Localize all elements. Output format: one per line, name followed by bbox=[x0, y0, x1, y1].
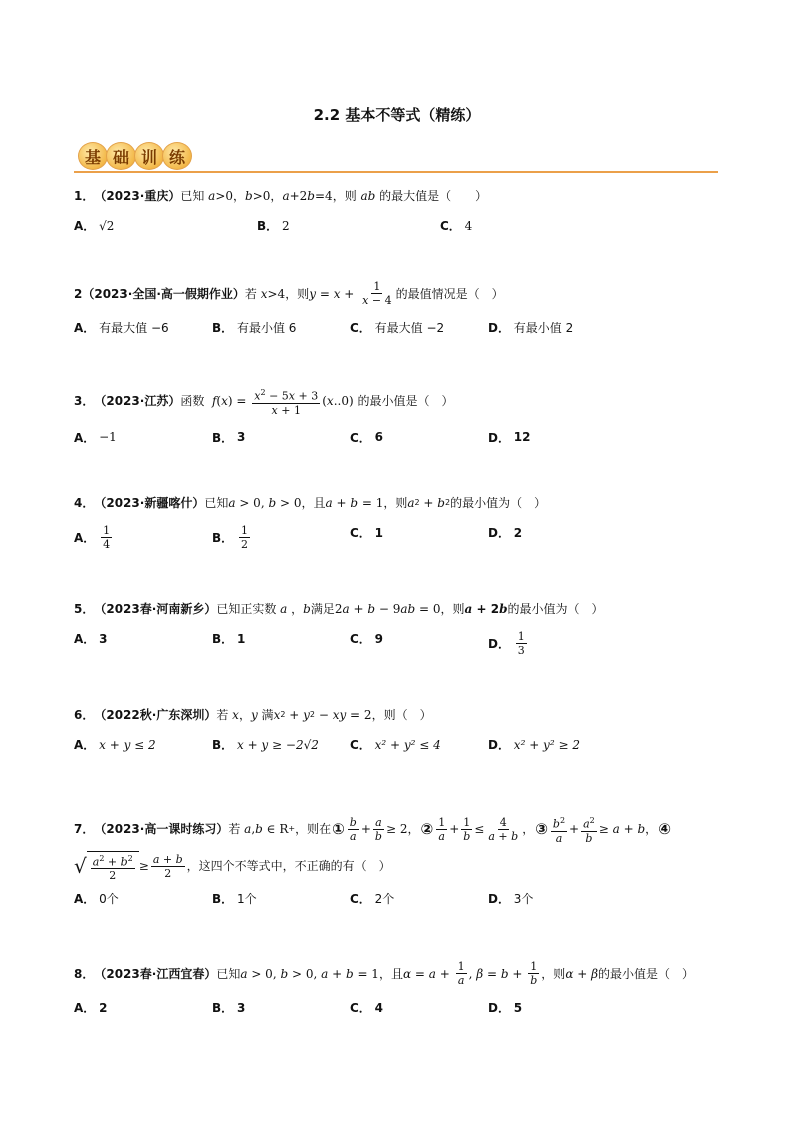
option-a[interactable]: A． √2 bbox=[74, 218, 115, 233]
option-d[interactable]: D． 2 bbox=[488, 525, 523, 540]
option-c[interactable]: C． 6 bbox=[350, 430, 383, 445]
question-stem: 5． （2023春·河南新乡） 已知正实数 a ， b 满足 2 a + b − 9 ab = 0 ，则 a + 2 b 的最小值为（ ） bbox=[74, 602, 604, 616]
option-a[interactable]: A． $\frac{1}{4}$ bbox=[74, 524, 111, 551]
section-divider bbox=[74, 171, 718, 173]
banner-char: 训 bbox=[134, 142, 164, 170]
question-stem: 7． （2023·高一课时练习） 若 a , b ∈ R + ，则在 ① $\frac{b}{a}$ + $\frac{a}{b}$ ≥ 2 ， ② $\frac{1}{a}$ + $\frac{1}{b}$ ≤ $\frac{4}{a + b}$ ， ③ $\frac{b^2}{a}$ + $\frac{a^2}{b}$ ≥ a + b ， ④ bbox=[74, 815, 671, 845]
option-c[interactable]: C． 1 bbox=[350, 525, 383, 540]
option-c[interactable]: C． 4 bbox=[350, 1000, 383, 1015]
question-stem: 6． （2022秋·广东深圳） 若 x ， y 满 x 2 + y 2 − xy = 2 ，则（ ） bbox=[74, 708, 432, 722]
banner-char: 练 bbox=[162, 142, 192, 170]
question-8 bbox=[74, 960, 724, 1019]
options bbox=[74, 319, 724, 339]
option-b[interactable]: B． $\frac{1}{2}$ bbox=[212, 524, 248, 551]
option-c[interactable]: C． 有最大值 −2 bbox=[350, 321, 445, 335]
option-b[interactable]: B． 1个 bbox=[212, 892, 257, 907]
question-4 bbox=[74, 494, 724, 550]
option-b[interactable]: B． 1 bbox=[212, 631, 246, 646]
options bbox=[74, 736, 724, 756]
option-b[interactable]: B． 2 bbox=[257, 218, 290, 233]
option-b[interactable]: B． 3 bbox=[212, 430, 246, 445]
option-c[interactable]: C． 2个 bbox=[350, 892, 395, 907]
question-1 bbox=[74, 187, 724, 237]
option-b[interactable]: B． x + y ≥ −2√2 bbox=[212, 737, 319, 752]
question-stem: 4． （2023·新疆喀什） 已知 a > 0, b > 0 ，且 a + b = 1 ，则 a 2 + b 2 的最小值为（ ） bbox=[74, 496, 547, 510]
option-a[interactable]: A． 有最大值 −6 bbox=[74, 321, 169, 335]
option-d[interactable]: D． 3个 bbox=[488, 892, 534, 907]
question-stem: 3． （2023·江苏） 函数 f ( x ) = $\frac{x^2 - 5x + 3}{x + 1}$ ( x ..0) 的最小值是（ ） bbox=[74, 388, 454, 417]
option-b[interactable]: B． 3 bbox=[212, 1000, 246, 1015]
options bbox=[74, 524, 724, 550]
options bbox=[74, 217, 724, 237]
banner-char: 础 bbox=[106, 142, 136, 170]
option-b[interactable]: B． 有最小值 6 bbox=[212, 321, 297, 335]
question-6 bbox=[74, 706, 724, 756]
question-stem: 2 （2023·全国·高一假期作业） 若 x >4 ，则 y = x + $\frac{1}{x - 4}$ 的最值情况是（ ） bbox=[74, 280, 504, 307]
option-a[interactable]: A． 2 bbox=[74, 1000, 108, 1015]
option-a[interactable]: A． x + y ≤ 2 bbox=[74, 737, 156, 752]
option-d[interactable]: D． $\frac{1}{3}$ bbox=[488, 630, 525, 657]
option-c[interactable]: C． 4 bbox=[440, 218, 473, 233]
option-d[interactable]: D． x² + y² ≥ 2 bbox=[488, 737, 580, 752]
question-stem: 8． （2023春·江西宜春） 已知 a > 0, b > 0, a + b = 1 ，且 α = a + $\frac{1}{a}$ , β = b + $\frac{1}{b}$ ，则 α + β 的最小值是（ ） bbox=[74, 960, 695, 987]
page-title: 2.2 基本不等式（精练） bbox=[313, 106, 481, 124]
question-7 bbox=[74, 814, 724, 910]
options bbox=[74, 429, 724, 449]
option-d[interactable]: D． 12 bbox=[488, 430, 531, 445]
option-a[interactable]: A． 0个 bbox=[74, 892, 119, 907]
option-c[interactable]: C． 9 bbox=[350, 631, 383, 646]
question-stem-continued: √ $\frac{a^2 + b^2}{2}$ ≥ $\frac{a + b}{2}$ ，这四个不等式中，不正确的有（ ） bbox=[74, 851, 724, 883]
option-a[interactable]: A． −1 bbox=[74, 430, 117, 445]
option-d[interactable]: D． 有最小值 2 bbox=[488, 321, 574, 335]
option-d[interactable]: D． 5 bbox=[488, 1000, 523, 1015]
question-3 bbox=[74, 386, 724, 449]
options bbox=[74, 890, 724, 910]
question-2 bbox=[74, 280, 724, 339]
options bbox=[74, 630, 724, 656]
question-stem: 1． （2023·重庆） 已知 a >0 ， b >0 ， a +2 b =4 ，则 ab 的最大值是（ ） bbox=[74, 189, 488, 203]
section-banner bbox=[78, 140, 190, 172]
option-c[interactable]: C． x² + y² ≤ 4 bbox=[350, 737, 441, 752]
banner-char: 基 bbox=[78, 142, 108, 170]
option-a[interactable]: A． 3 bbox=[74, 631, 108, 646]
options bbox=[74, 999, 724, 1019]
question-5 bbox=[74, 600, 724, 656]
